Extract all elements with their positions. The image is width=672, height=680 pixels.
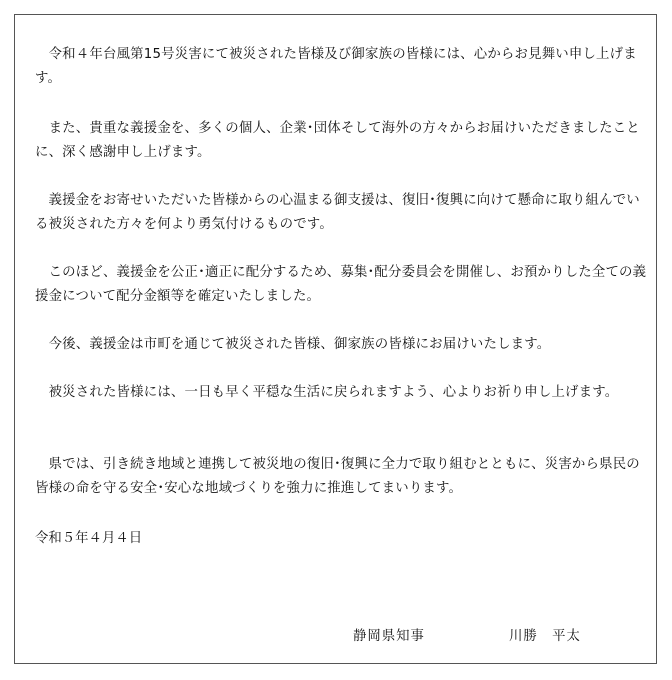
- document-frame: [14, 14, 657, 664]
- paragraph-prefecture-commitment: 県では、引き続き地域と連携して被災地の復旧･復興に全力で取り組むとともに、災害から県民の皆様の命を守る安全･安心な地域づくりを強力に推進してまいります。: [35, 457, 640, 496]
- paragraph-encouragement: 義援金をお寄せいただいた皆様からの心温まる御支援は、復旧･復興に向けて懸命に取り組んでいる被災された方々を何より勇気付けるものです。: [35, 193, 640, 232]
- paragraph-delivery: 今後、義援金は市町を通じて被災された皆様、御家族の皆様にお届けいたします。: [35, 337, 551, 352]
- signature-name: 川勝 平太: [509, 629, 581, 644]
- paragraph-gratitude: また、貴重な義援金を、多くの個人、企業･団体そして海外の方々からお届けいただきましたことに、深く感謝申し上げます。: [35, 121, 640, 160]
- paragraph-sympathy: 令和４年台風第15号災害にて被災された皆様及び御家族の皆様には、心からお見舞い申し上げます。: [35, 47, 637, 86]
- paragraph-prayer: 被災された皆様には、一日も早く平穏な生活に戻られますよう、心よりお祈り申し上げます。: [35, 385, 619, 400]
- paragraph-allocation: このほど、義援金を公正･適正に配分するため、募集･配分委員会を開催し、お預かりした全ての義援金について配分金額等を確定いたしました。: [35, 265, 647, 304]
- document-date: 令和５年４月４日: [35, 531, 143, 546]
- signature-title: 静岡県知事: [353, 629, 425, 644]
